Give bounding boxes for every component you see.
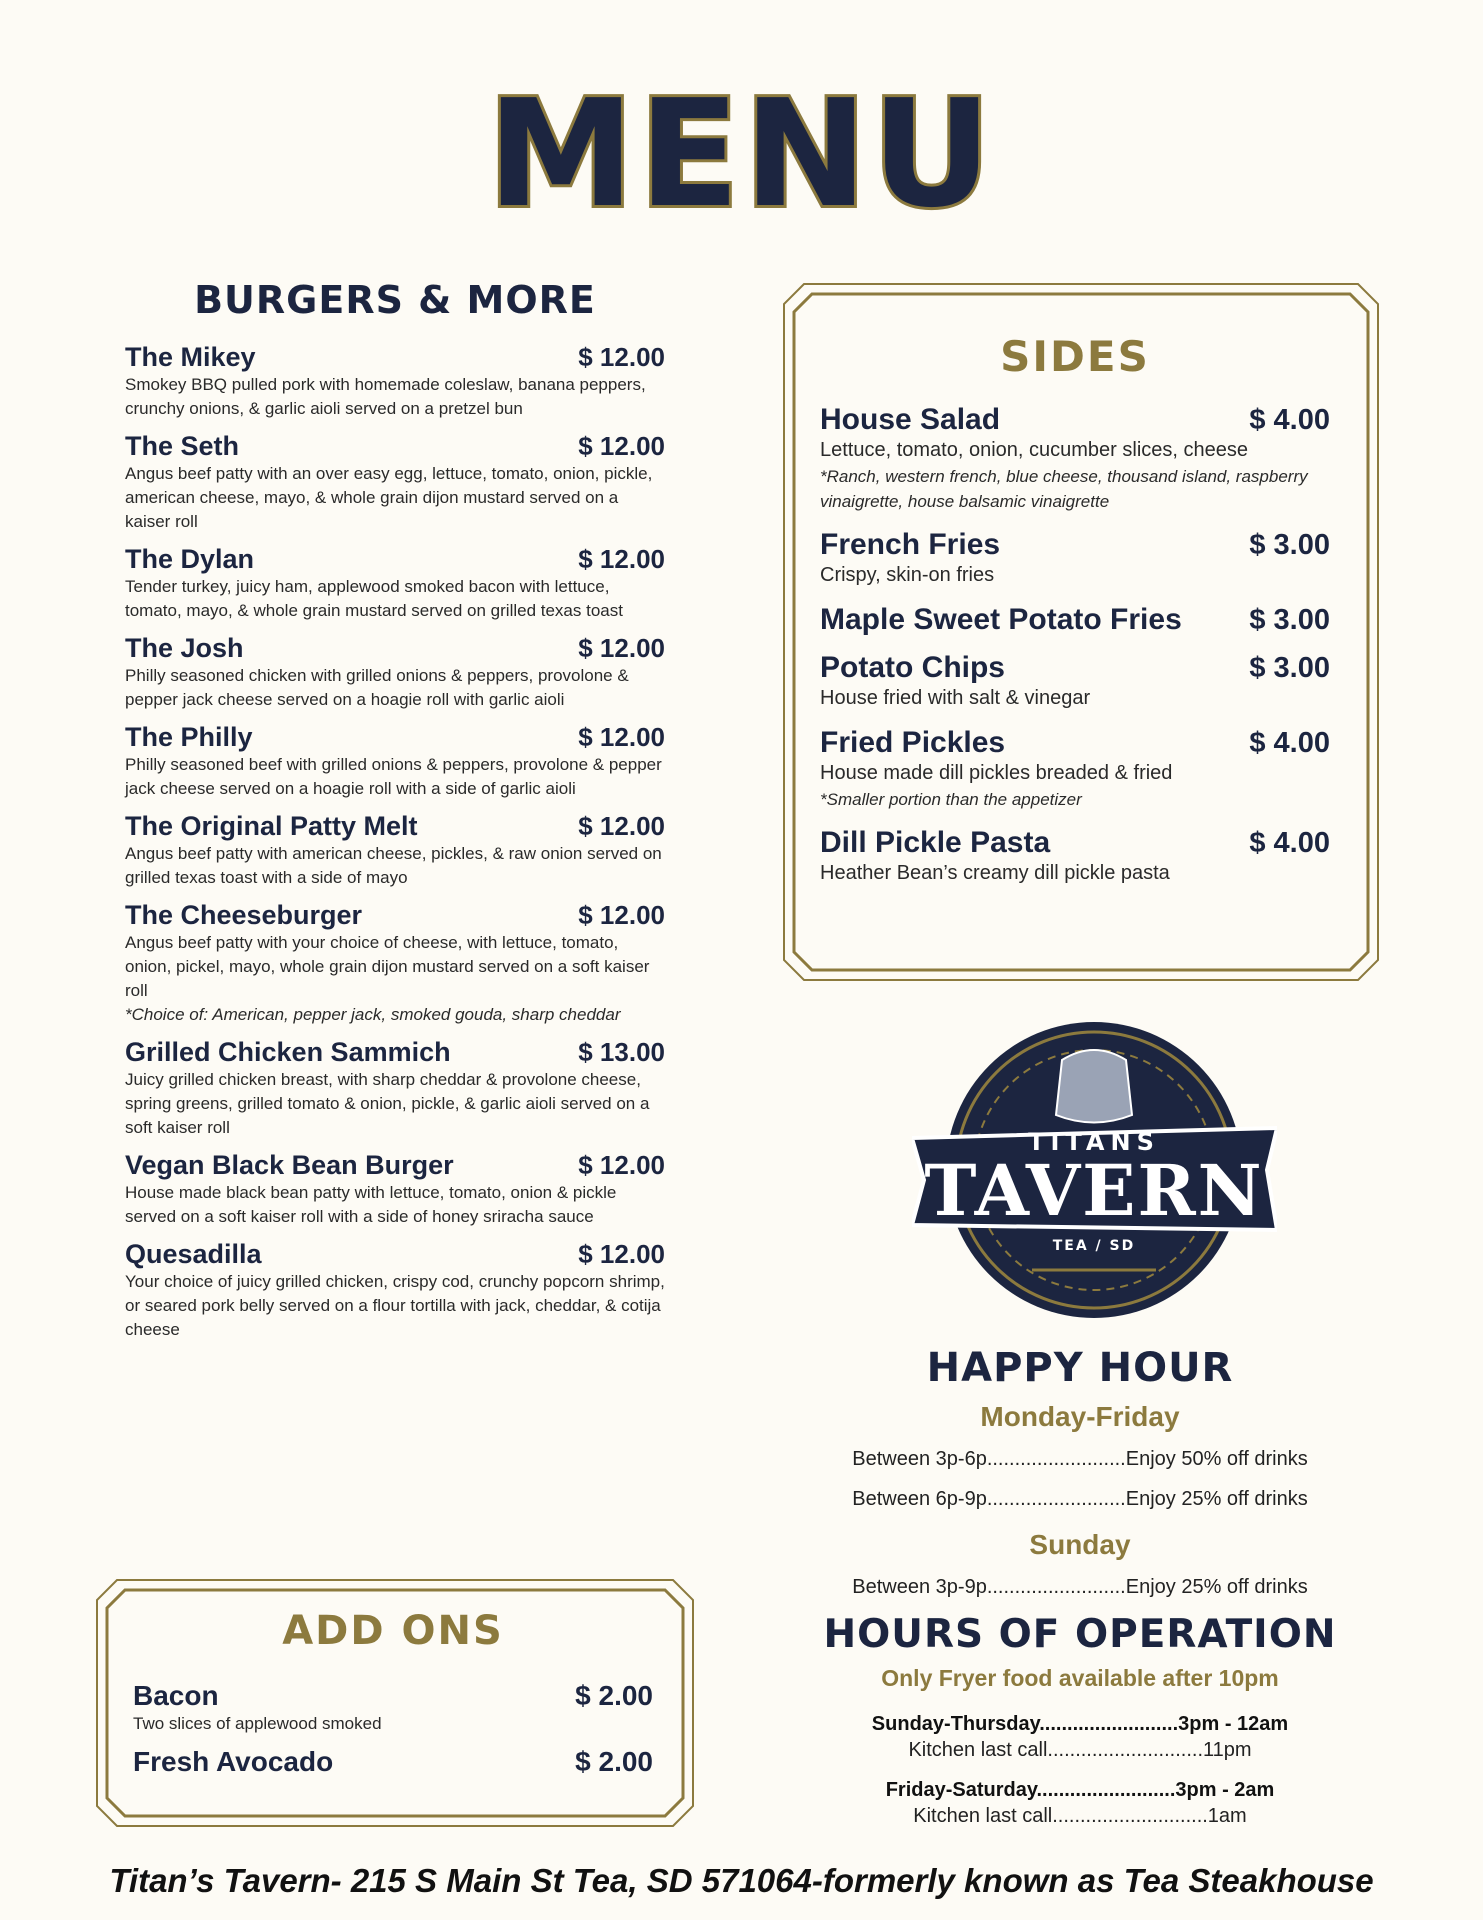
menu-item (820, 603, 1330, 637)
menu-item-name: House Salad (820, 403, 1001, 436)
burgers-heading: BURGERS & MORE (194, 278, 596, 322)
menu-item-header (125, 342, 665, 373)
menu-item-price: $ 12.00 (578, 1239, 665, 1269)
hours-weekend: Friday-Saturday.........................3pm - 2am (885, 1779, 1275, 1801)
menu-item-description: Angus beef patty with an over easy egg, lettuce, tomato, onion, pickle, american cheese, mayo, & whole grain dijon mustard served on a kaiser roll (125, 464, 653, 531)
menu-item-name: Fried Pickles (820, 726, 1006, 759)
sides-box (782, 282, 1380, 982)
menu-item-price: $ 3.00 (1249, 652, 1330, 684)
happy-hour-section (800, 1345, 1360, 1607)
menu-item-name: Grilled Chicken Sammich (125, 1037, 451, 1067)
addons-content (133, 1608, 653, 1788)
hours-weekday: Sunday-Thursday.........................3pm - 12am (871, 1713, 1289, 1735)
menu-item-description: Juicy grilled chicken breast, with sharp cheddar & provolone cheese, spring greens, grilled tomato & onion, pickle, & garlic aioli served on a soft kaiser roll (125, 1070, 650, 1137)
menu-item-price: $ 4.00 (1249, 827, 1330, 859)
menu-item-price: $ 2.00 (575, 1746, 653, 1777)
menu-item-description: Angus beef patty with your choice of cheese, with lettuce, tomato, onion, pickel, mayo, whole grain dijon mustard served on a soft kaiser roll (125, 933, 650, 1000)
addons-box (95, 1578, 695, 1828)
kitchen-last-call-weekend: Kitchen last call............................1am (913, 1805, 1247, 1827)
menu-item (820, 403, 1330, 514)
burgers-list (125, 342, 665, 1342)
menu-item (125, 544, 665, 623)
menu-item (125, 633, 665, 712)
logo-top-text: TITANS (1028, 1128, 1160, 1156)
happy-hour-line: Between 6p-9p.........................Enjoy 25% off drinks (852, 1488, 1308, 1510)
menu-item-header (820, 651, 1330, 685)
happy-hour-line: Between 3p-9p.........................Enjoy 25% off drinks (852, 1576, 1308, 1598)
menu-item-price: $ 3.00 (1249, 529, 1330, 561)
menu-item (125, 1037, 665, 1140)
menu-item (820, 826, 1330, 887)
menu-item-price: $ 12.00 (578, 722, 665, 752)
menu-item-name: The Dylan (125, 544, 255, 574)
menu-item (820, 528, 1330, 589)
menu-item (125, 1150, 665, 1229)
menu-item (820, 726, 1330, 812)
menu-item-name: Maple Sweet Potato Fries (820, 603, 1182, 636)
menu-item-header (133, 1746, 653, 1778)
menu-item-name: French Fries (820, 528, 1001, 561)
menu-item-price: $ 4.00 (1249, 404, 1330, 436)
menu-item-header (820, 826, 1330, 860)
menu-item-header (125, 1037, 665, 1068)
happy-hour-day-weekday: Monday-Friday (980, 1401, 1180, 1432)
menu-item (125, 900, 665, 1027)
menu-item-description: House fried with salt & vinegar (820, 687, 1091, 709)
footer-address: Titan’s Tavern- 215 S Main St Tea, SD 571064-formerly known as Tea Steakhouse (109, 1862, 1374, 1899)
happy-hour-day-sunday: Sunday (1029, 1529, 1131, 1560)
menu-item (125, 811, 665, 890)
menu-item-name: The Philly (125, 722, 253, 752)
menu-item-note: *Choice of: American, pepper jack, smoked gouda, sharp cheddar (125, 1005, 621, 1024)
sides-content (820, 332, 1330, 901)
menu-item-name: Fresh Avocado (133, 1746, 334, 1777)
menu-item-price: $ 3.00 (1249, 604, 1330, 636)
menu-item-price: $ 12.00 (578, 431, 665, 461)
menu-item-price: $ 12.00 (578, 342, 665, 372)
menu-item-note: *Ranch, western french, blue cheese, thousand island, raspberry vinaigrette, house balsamic vinaigrette (820, 467, 1308, 511)
menu-item-price: $ 13.00 (578, 1037, 665, 1067)
menu-item-header (125, 722, 665, 753)
menu-item-name: Bacon (133, 1680, 219, 1711)
menu-item-header (125, 900, 665, 931)
menu-item-name: The Original Patty Melt (125, 811, 418, 841)
menu-item-name: Potato Chips (820, 651, 1005, 684)
logo-main-text: TAVERN (924, 1149, 1264, 1232)
menu-item-note: *Smaller portion than the appetizer (820, 790, 1082, 809)
menu-item-price: $ 12.00 (578, 900, 665, 930)
menu-item-name: The Cheeseburger (125, 900, 363, 930)
menu-item (820, 651, 1330, 712)
menu-item-header (133, 1680, 653, 1712)
menu-item-description: Tender turkey, juicy ham, applewood smoked bacon with lettuce, tomato, mayo, & whole grain mustard served on grilled texas toast (125, 577, 623, 620)
menu-item-price: $ 12.00 (578, 811, 665, 841)
menu-item-header (125, 1239, 665, 1270)
burgers-section (125, 278, 665, 1352)
happy-hour-heading: HAPPY HOUR (926, 1345, 1234, 1391)
menu-item-name: Dill Pickle Pasta (820, 826, 1051, 859)
menu-item-description: Crispy, skin-on fries (820, 564, 995, 586)
menu-item-description: Lettuce, tomato, onion, cucumber slices, cheese (820, 439, 1249, 461)
menu-item-price: $ 2.00 (575, 1680, 653, 1711)
menu-item-name: Vegan Black Bean Burger (125, 1150, 454, 1180)
logo-sub-text: TEA / SD (1052, 1238, 1136, 1254)
menu-item-header (125, 633, 665, 664)
menu-item-price: $ 12.00 (578, 1150, 665, 1180)
menu-item-description: Philly seasoned beef with grilled onions & peppers, provolone & pepper jack cheese served on a hoagie roll with a side of garlic aioli (125, 755, 662, 798)
menu-item (133, 1746, 653, 1778)
addons-list (133, 1680, 653, 1778)
hours-note: Only Fryer food available after 10pm (881, 1665, 1279, 1691)
menu-item-description: Angus beef patty with american cheese, pickles, & raw onion served on grilled texas toast with a side of mayo (125, 844, 662, 887)
menu-item-price: $ 12.00 (578, 633, 665, 663)
menu-item (125, 431, 665, 534)
menu-item-description: Two slices of applewood smoked (133, 1714, 382, 1733)
menu-item-header (125, 431, 665, 462)
menu-item-description: Smokey BBQ pulled pork with homemade coleslaw, banana peppers, crunchy onions, & garlic aioli served on a pretzel bun (125, 375, 646, 418)
menu-item-header (125, 811, 665, 842)
menu-item-description: House made black bean patty with lettuce, tomato, onion & pickle served on a soft kaiser roll with a side of honey sriracha sauce (125, 1183, 617, 1226)
menu-title: MENU (487, 68, 996, 240)
menu-item-name: The Seth (125, 431, 240, 461)
addons-heading: ADD ONS (282, 1608, 504, 1654)
menu-item-header (820, 528, 1330, 562)
menu-item-price: $ 12.00 (578, 544, 665, 574)
menu-item-description: Philly seasoned chicken with grilled onions & peppers, provolone & pepper jack cheese served on a hoagie roll with garlic aioli (125, 666, 629, 709)
menu-item-header (125, 544, 665, 575)
menu-item (125, 342, 665, 421)
menu-item-description: House made dill pickles breaded & fried (820, 762, 1173, 784)
menu-item-header (125, 1150, 665, 1181)
menu-item-name: The Mikey (125, 342, 256, 372)
menu-item-name: The Josh (125, 633, 244, 663)
titans-tavern-logo (912, 1020, 1277, 1320)
menu-item-header (820, 403, 1330, 437)
menu-item-description: Heather Bean’s creamy dill pickle pasta (820, 862, 1170, 884)
hours-section (800, 1612, 1360, 1842)
sides-list (820, 403, 1330, 887)
menu-item-description: Your choice of juicy grilled chicken, crispy cod, crunchy popcorn shrimp, or seared pork belly served on a flour tortilla with jack, cheddar, & cotija cheese (125, 1272, 665, 1339)
menu-item-name: Quesadilla (125, 1239, 262, 1269)
menu-item (125, 722, 665, 801)
happy-hour-line: Between 3p-6p.........................Enjoy 50% off drinks (852, 1448, 1308, 1470)
hours-heading: HOURS OF OPERATION (823, 1612, 1337, 1657)
menu-item-header (820, 726, 1330, 760)
menu-item-header (820, 603, 1330, 637)
kitchen-last-call-weekday: Kitchen last call............................11pm (908, 1739, 1252, 1761)
sides-heading: SIDES (1000, 332, 1150, 381)
menu-item-price: $ 4.00 (1249, 727, 1330, 759)
menu-item (125, 1239, 665, 1342)
menu-item (133, 1680, 653, 1736)
